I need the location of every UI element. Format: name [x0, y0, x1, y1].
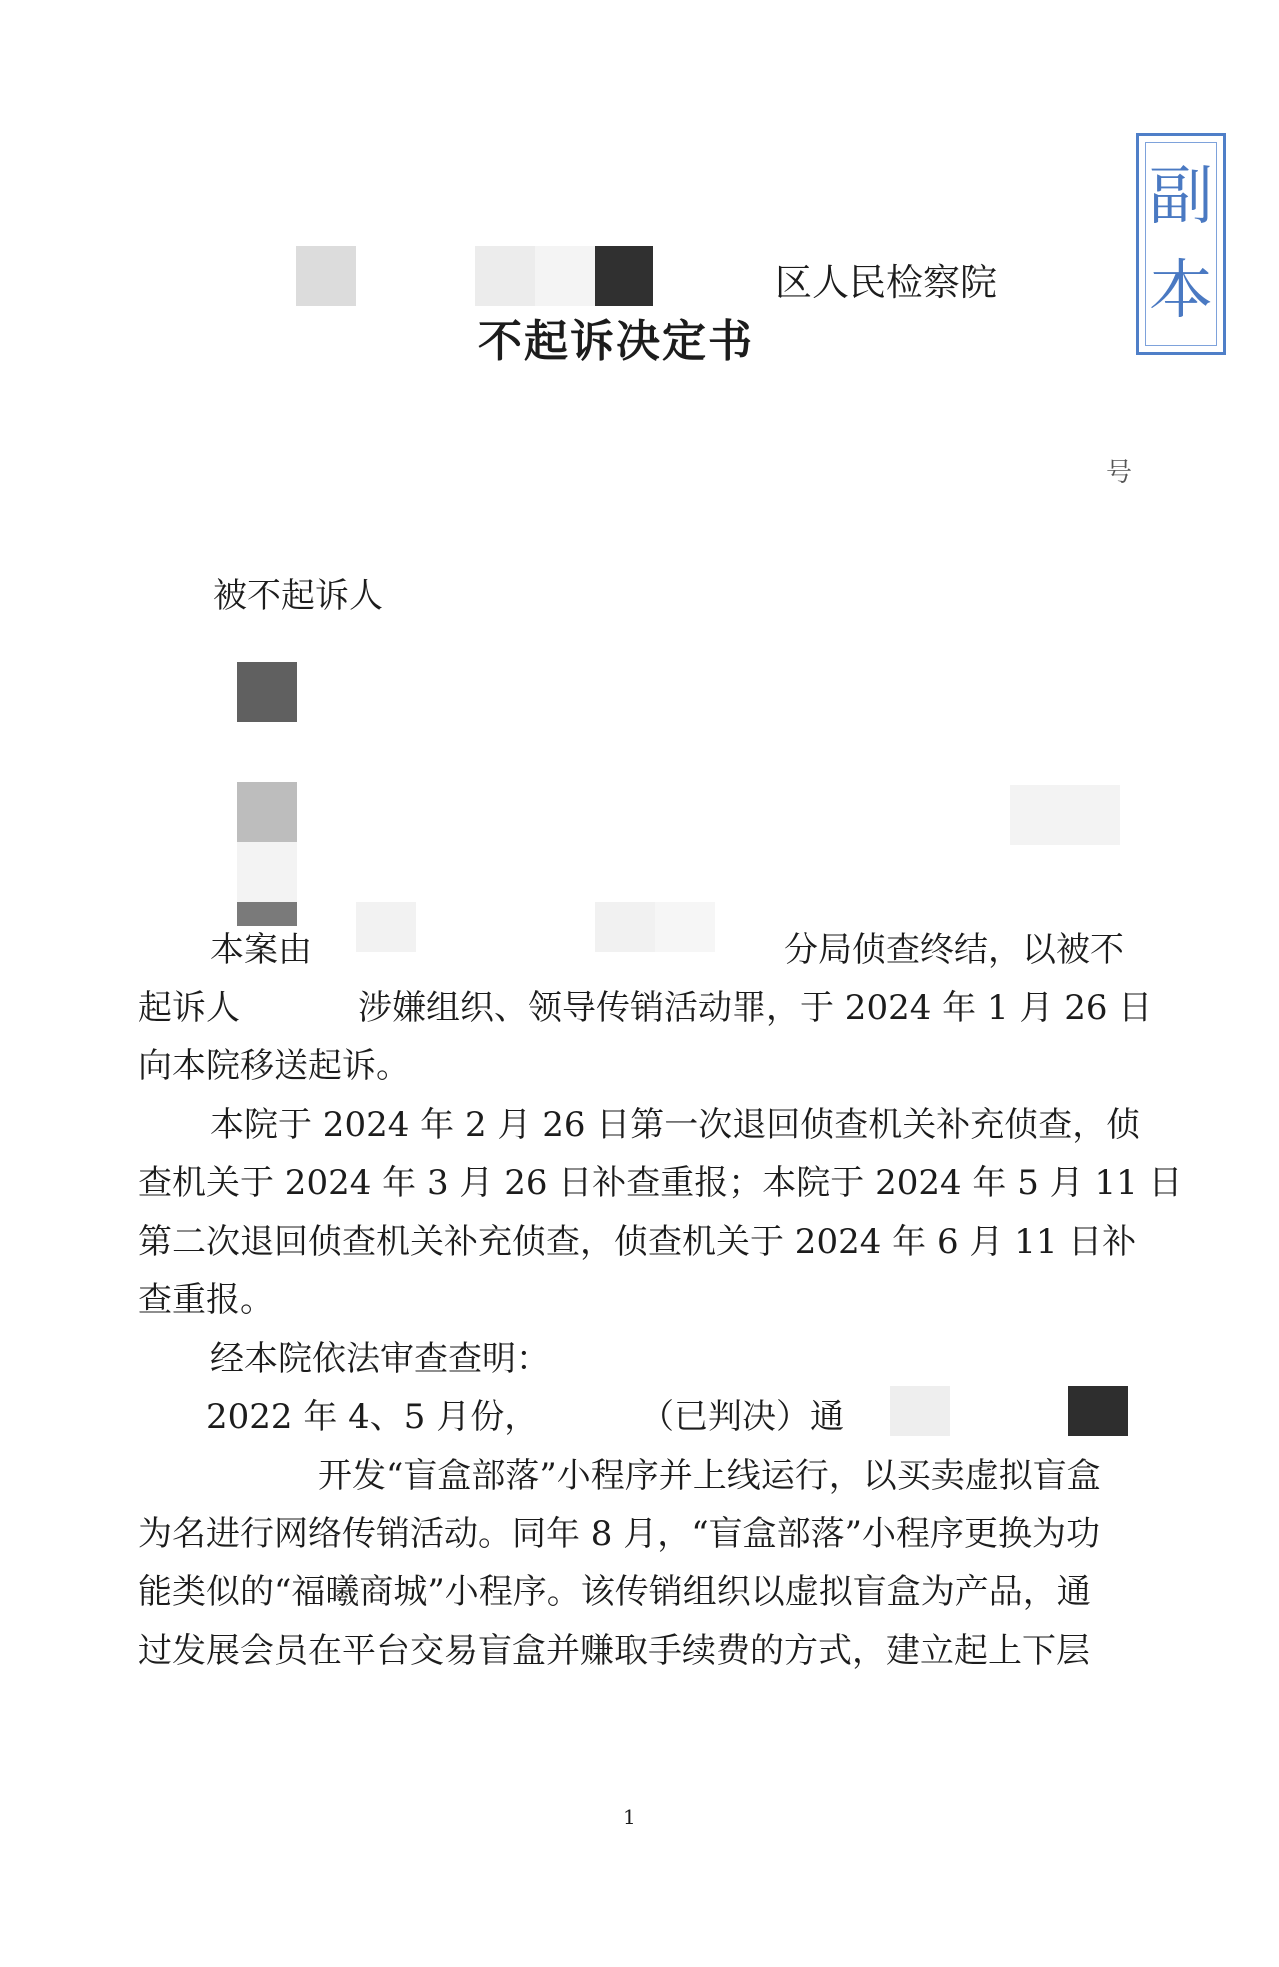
- p2-line1: 本院于 2024 年 2 月 26 日第一次退回侦查机关补充侦查，侦: [210, 1105, 1141, 1145]
- document-number: 号: [1106, 458, 1133, 488]
- p1-line2-end: 涉嫌组织、领导传销活动罪，于 2024 年 1 月 26 日: [358, 988, 1153, 1028]
- redaction-block: [1010, 785, 1120, 845]
- p4-line4: 能类似的“福曦商城”小程序。该传销组织以虚拟盲盒为产品，通: [138, 1572, 1091, 1612]
- p1-line2-start: 起诉人: [138, 988, 240, 1028]
- p4-line5: 过发展会员在平台交易盲盒并赚取手续费的方式，建立起上下层: [138, 1631, 1090, 1671]
- redaction-block: [475, 246, 535, 306]
- p1-line3: 向本院移送起诉。: [138, 1046, 410, 1086]
- redaction-block: [655, 902, 715, 952]
- p4-line3: 为名进行网络传销活动。同年 8 月，“盲盒部落”小程序更换为功: [138, 1514, 1101, 1554]
- p2-line3: 第二次退回侦查机关补充侦查，侦查机关于 2024 年 6 月 11 日补: [138, 1222, 1137, 1262]
- redaction-block: [296, 246, 356, 306]
- stamp-inner-border: [1145, 142, 1217, 346]
- procuratorate-name: 区人民检察院: [775, 261, 997, 304]
- p1-line1-start: 本案由: [210, 930, 312, 970]
- redaction-block: [356, 902, 416, 952]
- p4-line1-start: 2022 年 4、5 月份，: [206, 1397, 539, 1437]
- copy-stamp: [1136, 133, 1226, 355]
- p4-line2: 开发“盲盒部落”小程序并上线运行，以买卖虚拟盲盒: [318, 1456, 1101, 1496]
- p3: 经本院依法审查查明：: [210, 1339, 550, 1379]
- redaction-block: [890, 1386, 950, 1436]
- redaction-block: [595, 902, 655, 952]
- p2-line2: 查机关于 2024 年 3 月 26 日补查重报；本院于 2024 年 5 月 11 日: [138, 1163, 1183, 1203]
- party-label: 被不起诉人: [213, 576, 383, 616]
- redaction-block: [1068, 1386, 1128, 1436]
- redaction-block: [237, 842, 297, 902]
- p2-line4: 查重报。: [138, 1280, 274, 1320]
- page-number: 1: [623, 1805, 636, 1829]
- redaction-block: [595, 246, 653, 306]
- document-title: 不起诉决定书: [478, 316, 754, 367]
- stamp-char-2: 本: [1149, 253, 1213, 328]
- redaction-block: [237, 662, 297, 722]
- p1-line1-end: 分局侦查终结，以被不: [784, 930, 1124, 970]
- redaction-block: [237, 782, 297, 842]
- redaction-block: [535, 246, 595, 306]
- stamp-char-1: 副: [1149, 160, 1213, 235]
- p4-line1-end: （已判决）通: [640, 1397, 844, 1437]
